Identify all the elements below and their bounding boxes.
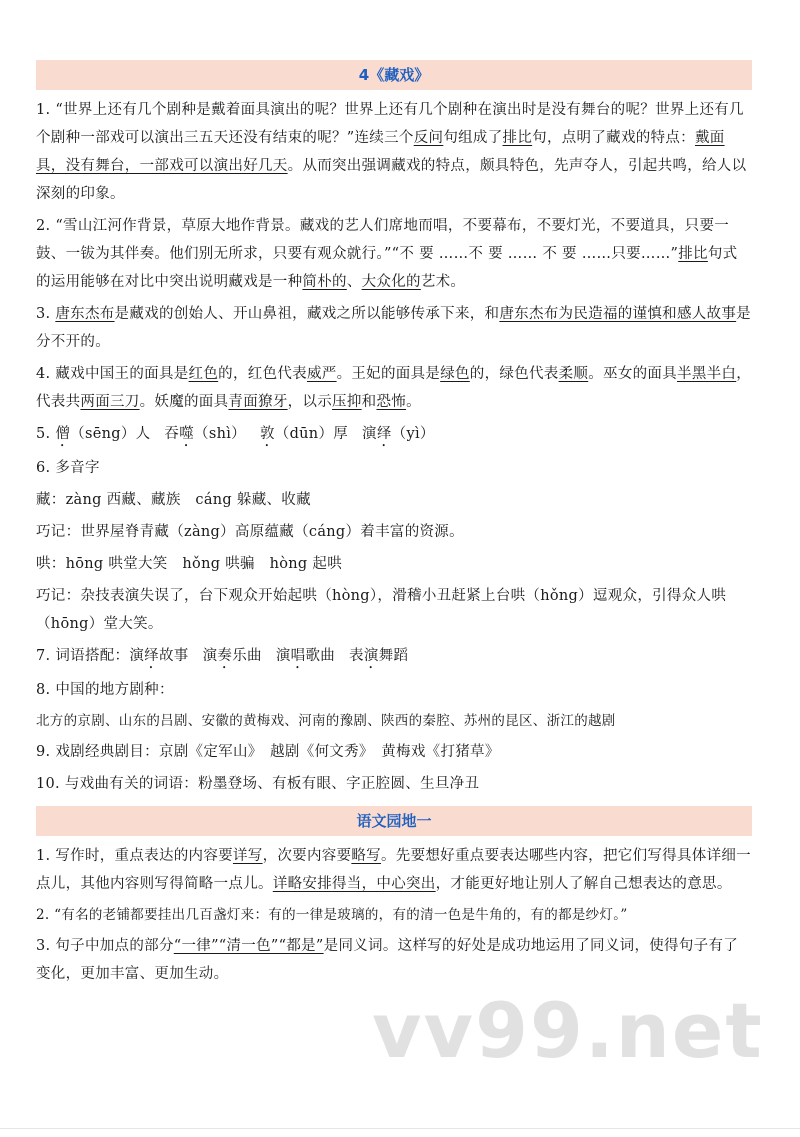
text: 演 — [202, 648, 218, 664]
text: ，以示 — [287, 394, 333, 410]
item-6: 6. 多音字 — [36, 460, 100, 476]
dotted-char: 唱 — [290, 648, 306, 664]
underlined-text: 戴面具，没有舞台，一部戏可以演出好几天 — [36, 130, 725, 174]
item-4 — [36, 360, 752, 416]
dotted-char: 奏 — [217, 648, 233, 664]
item-6-zang-tip: 巧记：世界屋脊青藏（zàng）高原蕴藏（cáng）着丰富的资源。 — [36, 524, 464, 540]
underlined-text: 唐东杰布为民造福的谨慎和感人故事 — [499, 306, 737, 322]
text: 3. — [36, 306, 56, 322]
underlined-text: 两面三刀 — [80, 394, 140, 410]
dotted-char: 噬 — [179, 426, 195, 442]
item-6-hong-tip: 巧记：杂技表演失误了，台下观众开始起哄（hòng），滑稽小丑赶紧上台哄（hǒng）逗观众，引得众人哄（hōng）堂大笑。 — [36, 588, 727, 632]
text: 、 — [346, 274, 362, 290]
dotted-char: 绎 — [144, 648, 159, 664]
watermark-logo: vv99.net — [372, 986, 764, 1075]
text: 1. 写作时，重点表达的内容要 — [36, 848, 233, 864]
text: 2. “雪山江河作背景，草原大地作背景。藏戏的艺人们席地而唱，不要幕布，不要灯光，不要道具，只要一鼓、一钹为其伴奏。他们别无所求，只要有观众就行。”“不 要 ……不 要 …… 不 要 ……只要……” — [36, 218, 730, 262]
dotted-char: 敦 — [259, 426, 275, 442]
document-page — [36, 60, 752, 992]
text: 演 — [275, 648, 291, 664]
underlined-text: 绿色 — [440, 366, 470, 382]
text: 表 — [349, 648, 364, 664]
text: 。巫女的面具 — [588, 366, 678, 382]
text: 。 — [406, 394, 421, 410]
underlined-text: 详略安排得当，中心突出 — [272, 876, 436, 892]
dotted-char: 绎 — [376, 426, 392, 442]
item-7 — [36, 642, 752, 672]
dotted-char: 僧 — [55, 426, 71, 442]
underlined-text: 威严 — [306, 366, 337, 382]
text: 的，绿色代表 — [469, 366, 559, 382]
text: 故事 — [158, 648, 189, 664]
underlined-text: 半黑半白 — [677, 366, 737, 382]
garden-item-3 — [36, 932, 752, 988]
item-9: 9. 戏剧经典剧目：京剧《定军山》 越剧《何文秀》 黄梅戏《打猪草》 — [36, 744, 500, 760]
item-1 — [36, 96, 752, 208]
text: 1. “世界上还有几个剧种是戴着面具演出的呢？世界上还有几个剧种在演出时是没有舞台的呢？世界上还有几个剧种一部戏可以演出三五天还没有结束的呢？”连续三个 — [36, 102, 744, 146]
item-number: 5. — [36, 426, 51, 442]
item-5 — [36, 420, 752, 450]
item-8-list: 北方的京剧、山东的吕剧、安徽的黄梅戏、河南的豫剧、陕西的秦腔、苏州的昆区、浙江的越剧 — [36, 713, 616, 729]
text: 3. 句子中加点的部分 — [36, 938, 174, 954]
text: 是分不开的。 — [36, 306, 751, 350]
text: （shì） — [194, 426, 246, 442]
dotted-char: 演 — [363, 648, 379, 664]
text: 句式的运用能够在对比中突出说明藏戏是一种 — [36, 246, 738, 290]
underlined-text: 排比 — [678, 246, 708, 262]
text: 的，红色代表 — [218, 366, 307, 382]
text: 艺术。 — [420, 274, 466, 290]
text: 。妖魔的面具 — [139, 394, 229, 410]
item-10: 10. 与戏曲有关的词语：粉墨登场、有板有眼、字正腔圆、生旦净丑 — [36, 776, 480, 792]
item-8: 8. 中国的地方剧种： — [36, 682, 174, 698]
text: 7. 词语搭配： — [36, 648, 130, 664]
text: 吞 — [164, 426, 180, 442]
underlined-text: 恐怖 — [376, 394, 407, 410]
text: 句组成了 — [443, 130, 503, 146]
text: ，次要内容要 — [262, 848, 352, 864]
text: （dūn）厚 — [274, 426, 349, 442]
item-3 — [36, 300, 752, 356]
text: 是同义词。这样写的好处是成功地运用了同义词，使得句子有了变化，更加丰富、更加生动。 — [36, 938, 739, 982]
item-2 — [36, 212, 752, 296]
underlined-text: 柔顺 — [558, 366, 589, 382]
underlined-text: 压抑 — [332, 394, 362, 410]
text: ，才能更好地让别人了解自己想表达的意思。 — [435, 876, 732, 892]
text: 。从而突出强调藏戏的特点，颇具特色，先声夺人，引起共鸣，给人以深刻的印象。 — [36, 158, 747, 202]
underlined-text: 反问 — [413, 130, 444, 146]
underlined-text: 大众化的 — [361, 274, 421, 290]
text: 舞蹈 — [378, 648, 409, 664]
text: （yì） — [391, 426, 435, 442]
garden-item-1 — [36, 842, 752, 898]
text: 4. 藏戏中国王的面具是 — [36, 366, 189, 382]
underlined-text: 简朴的 — [302, 274, 347, 290]
underlined-text: 红色 — [188, 366, 219, 382]
underlined-text: 青面獠牙 — [228, 394, 288, 410]
underlined-text: 排比 — [502, 130, 533, 146]
text: 演 — [362, 426, 377, 442]
underlined-text: 唐东杰布 — [55, 306, 115, 322]
section-title-zangxi: 4《藏戏》 — [36, 60, 752, 90]
underlined-text: “一律”“清一色”“都是” — [173, 938, 324, 954]
item-6-hong: 哄：hōng 哄堂大笑 hǒng 哄骗 hòng 起哄 — [36, 556, 342, 572]
section-title-yuwen-yuandi: 语文园地一 — [36, 806, 752, 836]
text: 歌曲 — [305, 648, 336, 664]
text: 。先要想好重点要表达哪些内容，把它们写得具体详细一点儿，其他内容则写得简略一点儿。 — [36, 848, 751, 892]
text: ，代表共 — [36, 366, 752, 410]
garden-item-2: 2. “有名的老铺都要挂出几百盏灯来：有的一律是玻璃的，有的清一色是牛角的，有的都是纱灯。” — [36, 907, 628, 923]
text: 。王妃的面具是 — [336, 366, 441, 382]
text: 和 — [361, 394, 377, 410]
underlined-text: 详写 — [232, 848, 263, 864]
divider — [0, 1128, 800, 1129]
text: 乐曲 — [232, 648, 262, 664]
text: 句，点明了藏戏的特点： — [532, 130, 695, 146]
item-6-zang: 藏：zàng 西藏、藏族 cáng 躲藏、收藏 — [36, 492, 311, 508]
underlined-text: 略写 — [351, 848, 381, 864]
text: （sēng）人 — [70, 426, 151, 442]
text: 是藏戏的创始人、开山鼻祖，藏戏之所以能够传承下来，和 — [114, 306, 500, 322]
text: 演 — [129, 648, 145, 664]
